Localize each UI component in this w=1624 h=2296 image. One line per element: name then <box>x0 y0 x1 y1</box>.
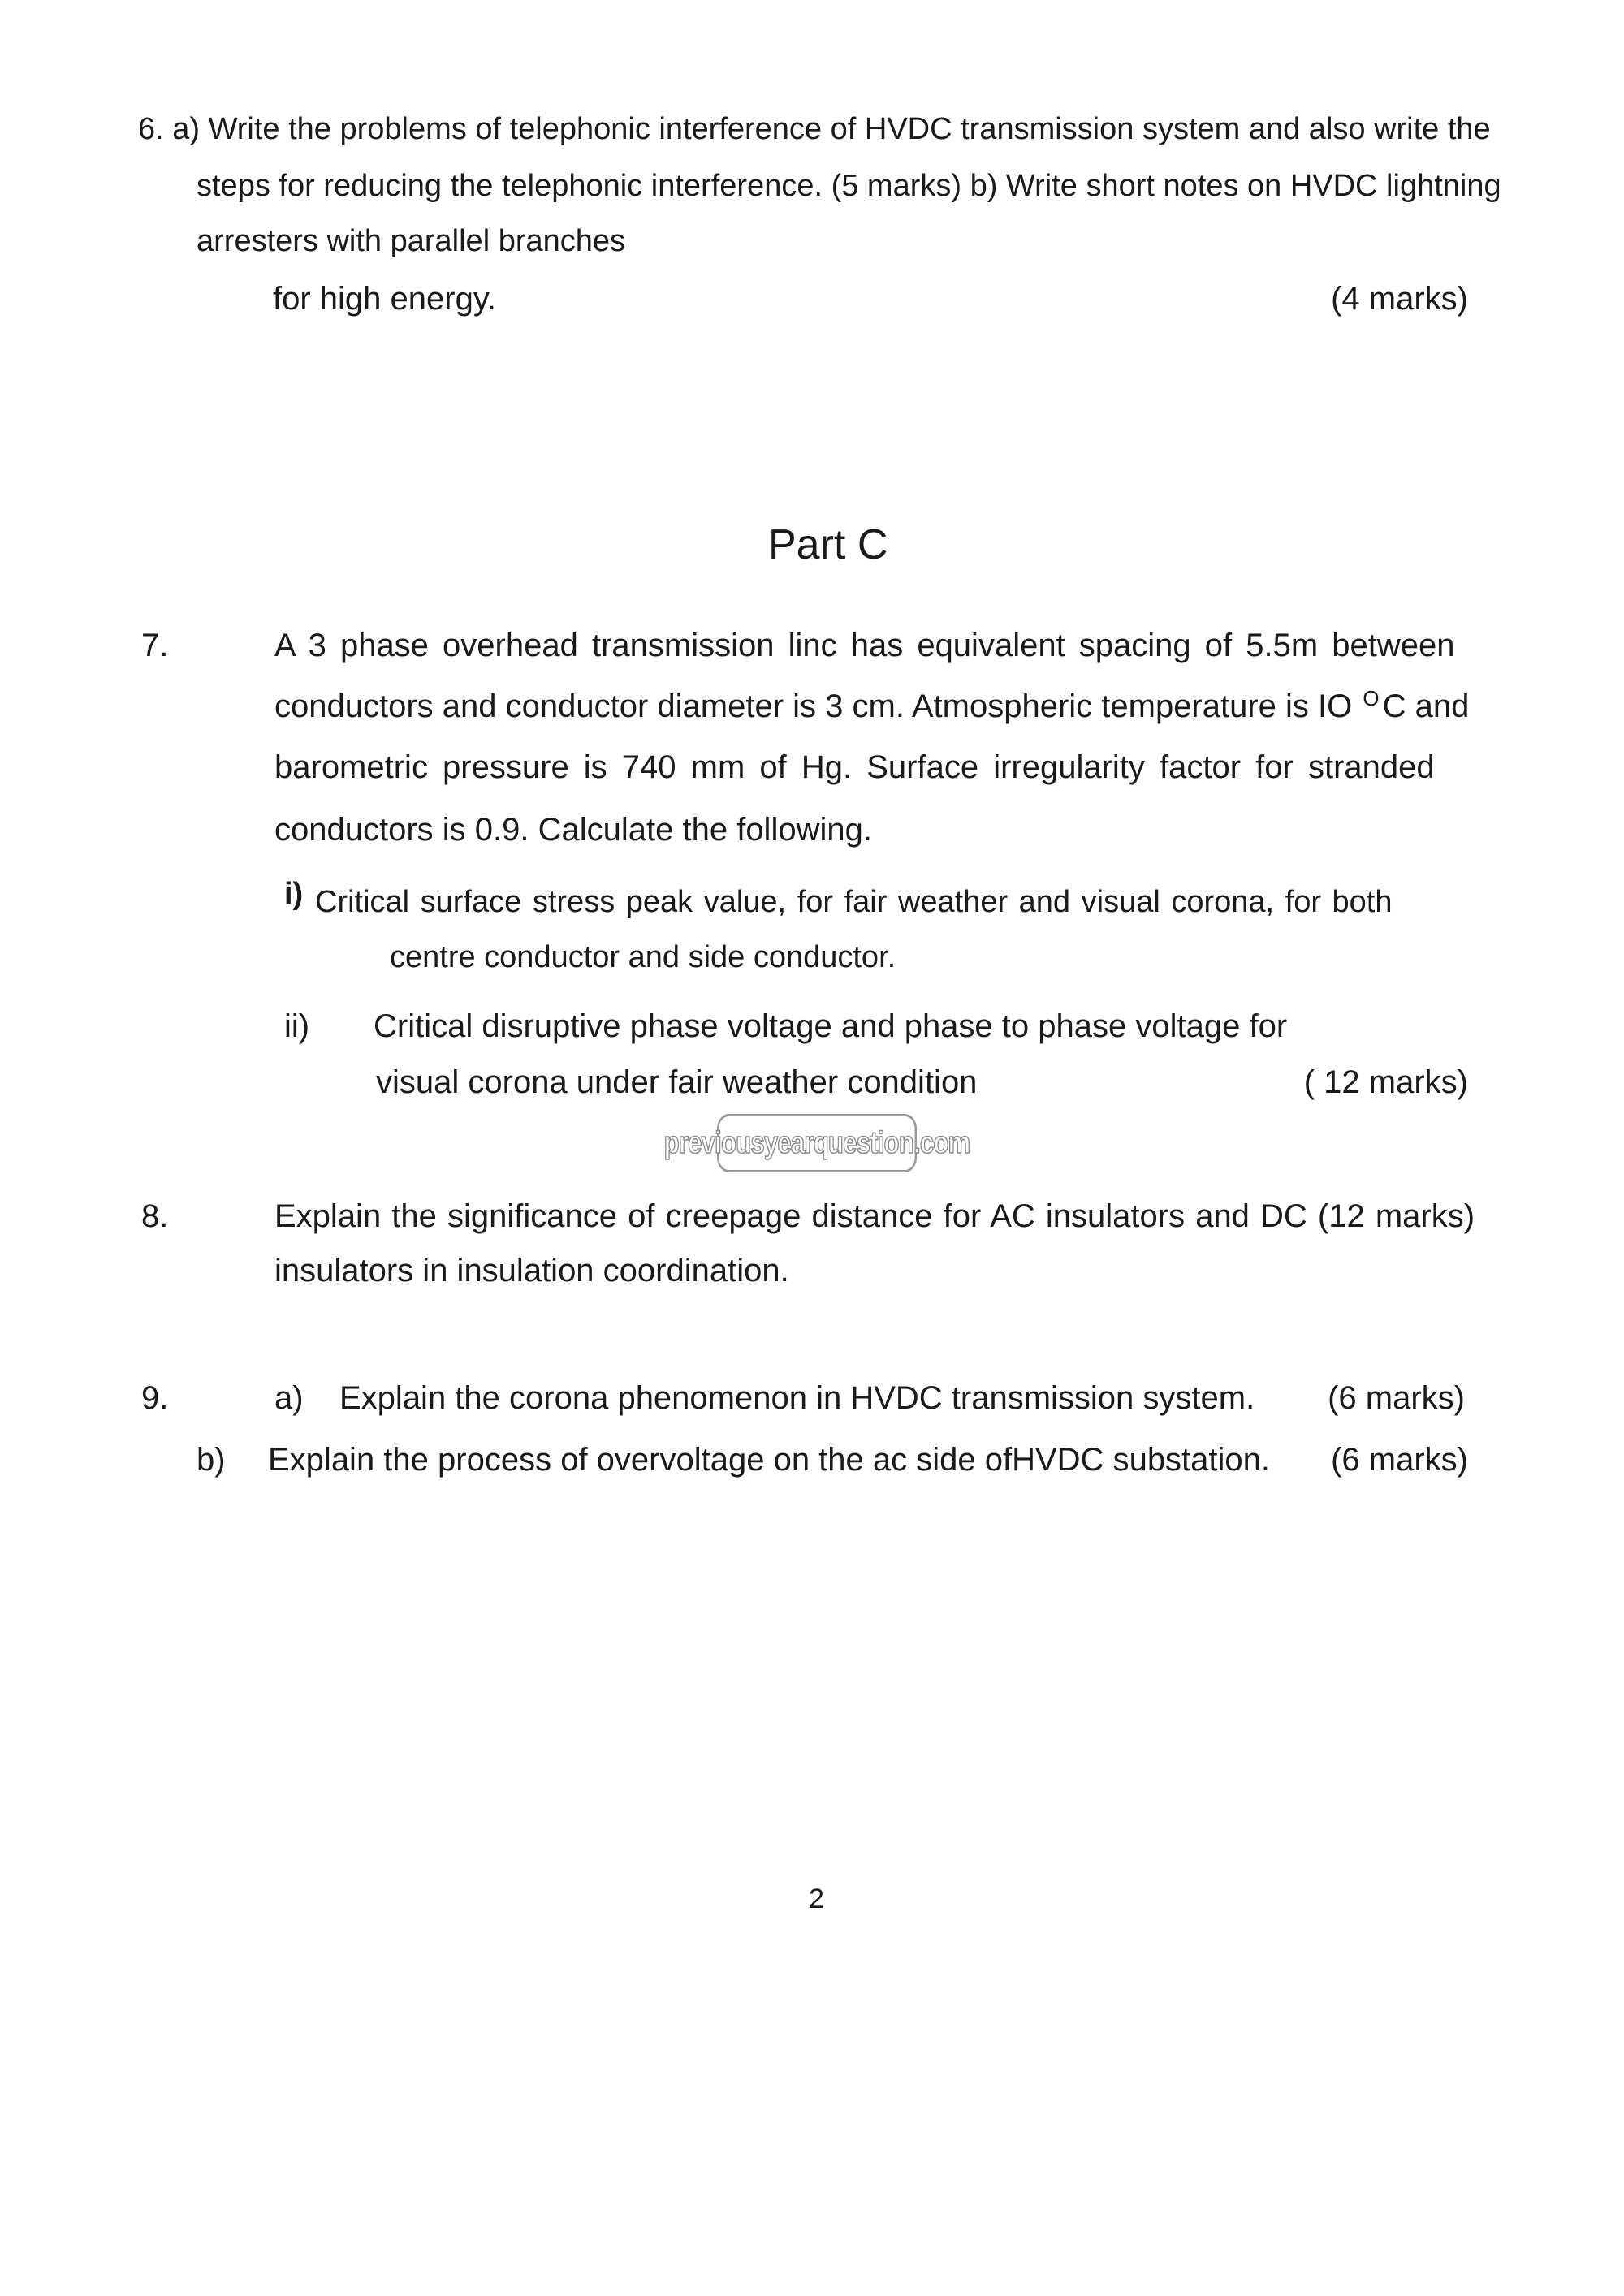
q9-b-label: b) <box>197 1442 226 1478</box>
q7-line1 <box>274 629 1466 662</box>
watermark-logo: previousyearquestion.com <box>717 1114 917 1172</box>
q9-number: 9. <box>141 1380 169 1416</box>
q9-b-text: Explain the process of overvoltage on the ac side ofHVDC substation. <box>268 1442 1271 1478</box>
q7-sub-ii-line2: visual corona under fair weather condition <box>376 1064 978 1100</box>
q9-a-text: Explain the corona phenomenon in HVDC transmission system. <box>339 1380 1255 1416</box>
q9-a-label: a) <box>274 1380 304 1416</box>
q6-line1: 6. a) Write the problems of telephonic interference of HVDC transmission system and also write the <box>138 112 1491 146</box>
part-title: Part C <box>768 521 888 568</box>
q7-line2 <box>274 686 1470 724</box>
q7-sub-i-line2: centre conductor and side conductor. <box>390 940 896 974</box>
q6-line4: for high energy. <box>273 281 496 317</box>
q7-line4: conductors is 0.9. Calculate the following. <box>274 812 872 848</box>
q9-a-marks: (6 marks) <box>1328 1380 1465 1416</box>
q7-sub-ii-label: ii) <box>284 1008 310 1044</box>
page-number: 2 <box>809 1884 824 1914</box>
q6-line2: steps for reducing the telephonic interference. (5 marks) b) Write short notes on HVDC lightning <box>197 169 1501 203</box>
q8-number: 8. <box>141 1198 169 1234</box>
q7-line3: barometric pressure is 740 mm of Hg. Surface irregularity factor for stranded <box>274 749 1435 785</box>
q9-b-marks: (6 marks) <box>1331 1442 1468 1478</box>
q7-sub-ii-line1: Critical disruptive phase voltage and phase to phase voltage for <box>374 1008 1288 1044</box>
q7-sub-i-label: i) <box>284 877 304 911</box>
q8-line1: Explain the significance of creepage distance for AC insulators and DC (12 marks) <box>274 1198 1475 1234</box>
q6-marks: (4 marks) <box>1331 281 1468 317</box>
q7-line1-text: A 3 phase overhead transmission linc has equivalent spacing of 5.5m between <box>274 628 1455 663</box>
q7-marks: ( 12 marks) <box>1303 1064 1468 1100</box>
q6-line3: arresters with parallel branches <box>197 224 626 258</box>
degree-superscript: O <box>1363 686 1380 710</box>
q7-number: 7. <box>141 628 169 663</box>
q7-line2-pre: conductors and conductor diameter is 3 cm. Atmospheric temperature is IO <box>274 688 1353 724</box>
q7-sub-i-line1: Critical surface stress peak value, for fair weather and visual corona, for both <box>315 885 1393 919</box>
q8-line2: insulators in insulation coordination. <box>274 1253 789 1288</box>
q7-line2-post: C and <box>1382 688 1470 724</box>
